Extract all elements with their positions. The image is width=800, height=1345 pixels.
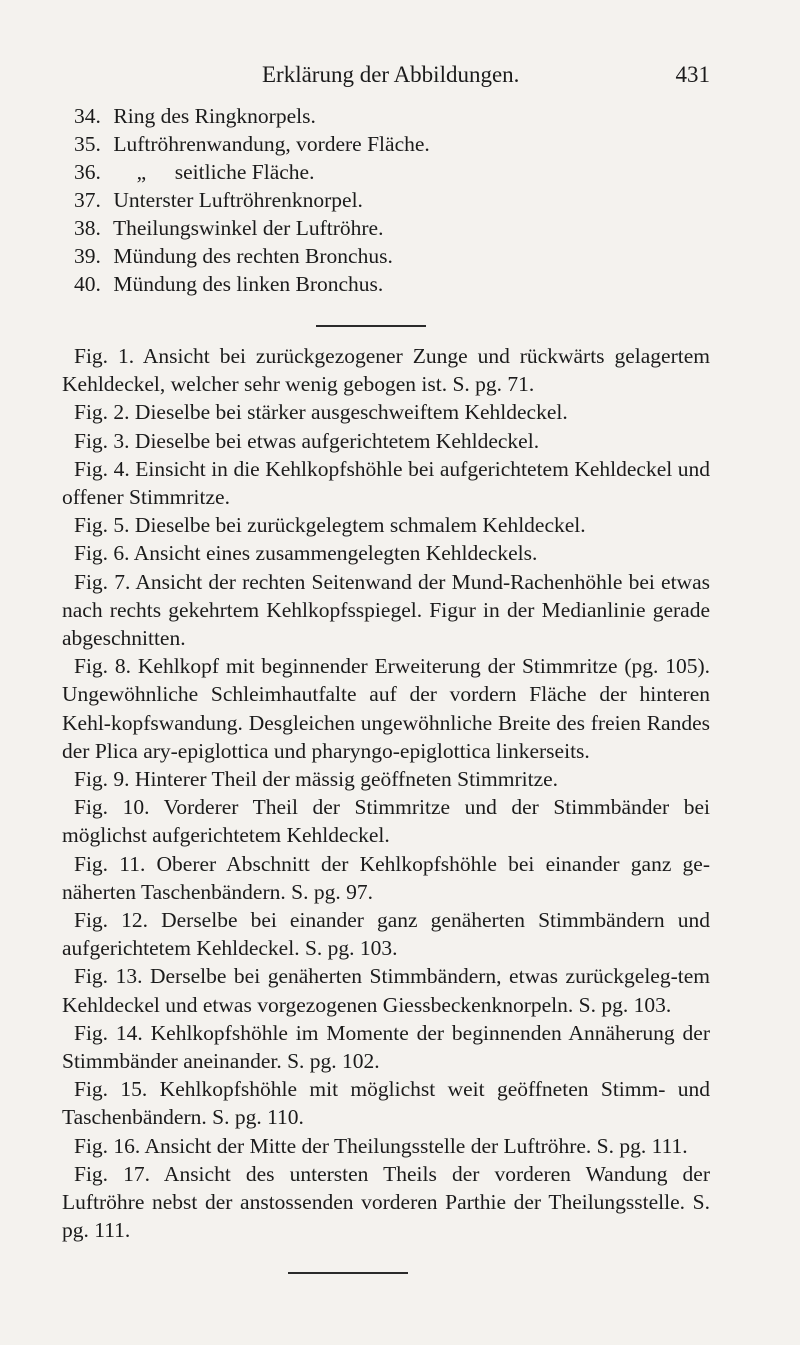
figure-caption: Fig. 10. Vorderer Theil der Stimmritze und der Stimmbänder bei möglichst aufgerichtetem Kehldeckel.	[62, 795, 710, 848]
figure-caption: Fig. 15. Kehlkopfshöhle mit möglichst weit geöffneten Stimm- und Taschenbändern. S. pg. 110.	[62, 1077, 710, 1130]
legend-text: Mündung des linken Bronchus.	[113, 272, 384, 296]
figure-caption: Fig. 4. Einsicht in die Kehlkopfshöhle bei aufgerichtetem Kehldeckel und offener Stimmritze.	[62, 456, 710, 510]
page-number: 431	[675, 62, 710, 87]
legend-item	[62, 242, 710, 270]
figure-caption: Fig. 11. Oberer Abschnitt der Kehlkopfshöhle bei einander ganz ge-näherten Taschenbändern. S. pg. 97.	[62, 851, 710, 904]
figure-captions	[62, 342, 710, 1245]
end-divider	[288, 1272, 408, 1274]
legend-list	[62, 102, 710, 298]
legend-text: Ring des Ringknorpels.	[113, 104, 316, 128]
legend-item	[62, 130, 710, 158]
figure-caption: Fig. 14. Kehlkopfshöhle im Momente der beginnenden Annäherung der Stimmbänder aneinander. S. pg. 102.	[62, 1020, 710, 1074]
legend-text: Unterster Luftröhrenknorpel.	[113, 188, 363, 212]
ditto-mark: „	[136, 160, 147, 184]
figure-caption: Fig. 8. Kehlkopf mit beginnender Erweiterung der Stimmritze (pg. 105). Ungewöhnliche Schleimhautfalte auf der vordern Fläche der hinteren Kehl-kopfswandung. Desgleichen ungewöhnliche Breite des freien Randes der Plica ary-epiglottica und pharyngo-epiglottica linkerseits.	[62, 654, 710, 763]
legend-number: 34.	[74, 104, 101, 128]
legend-text: Theilungswinkel der Luftröhre.	[113, 216, 384, 240]
legend-text: Luftröhrenwandung, vordere Fläche.	[113, 132, 430, 156]
figure-caption: Fig. 16. Ansicht der Mitte der Theilungsstelle der Luftröhre. S. pg. 111.	[74, 1133, 688, 1158]
figure-caption: Fig. 5. Dieselbe bei zurückgelegtem schmalem Kehldeckel.	[74, 513, 586, 538]
legend-number: 35.	[74, 132, 101, 156]
figure-caption: Fig. 3. Dieselbe bei etwas aufgerichtetem Kehldeckel.	[74, 428, 540, 453]
figure-caption: Fig. 9. Hinterer Theil der mässig geöffneten Stimmritze.	[74, 767, 559, 792]
legend-number: 37.	[74, 188, 101, 212]
book-page	[62, 62, 710, 1245]
running-header	[62, 62, 710, 94]
figure-caption: Fig. 13. Derselbe bei genäherten Stimmbändern, etwas zurückgeleg-tem Kehldeckel und etwas vorgezogenen Giessbeckenknorpeln. S. pg. 103.	[62, 964, 710, 1017]
legend-text: seitliche Fläche.	[174, 160, 315, 184]
legend-number: 36.	[74, 160, 101, 184]
figure-caption: Fig. 12. Derselbe bei einander ganz genäherten Stimmbändern und aufgerichtetem Kehldeckel. S. pg. 103.	[62, 908, 710, 961]
legend-item	[62, 158, 710, 186]
legend-item	[62, 214, 710, 242]
figure-caption: Fig. 17. Ansicht des untersten Theils der vorderen Wandung der Luftröhre nebst der anstossenden vorderen Parthie der Theilungsstelle. S. pg. 111.	[62, 1161, 710, 1243]
legend-item	[62, 270, 710, 298]
figure-caption: Fig. 1. Ansicht bei zurückgezogener Zunge und rückwärts gelagertem Kehldeckel, welcher sehr wenig gebogen ist. S. pg. 71.	[62, 344, 710, 397]
legend-number: 40.	[74, 272, 101, 296]
legend-number: 38.	[74, 216, 101, 240]
legend-text: Mündung des rechten Bronchus.	[113, 244, 393, 268]
header-title: Erklärung der Abbildungen.	[262, 62, 520, 87]
figure-caption: Fig. 2. Dieselbe bei stärker ausgeschweiftem Kehldeckel.	[74, 400, 568, 425]
legend-number: 39.	[74, 244, 101, 268]
legend-item	[62, 102, 710, 130]
figure-caption: Fig. 6. Ansicht eines zusammengelegten Kehldeckels.	[74, 541, 538, 566]
legend-item	[62, 186, 710, 214]
section-divider	[316, 325, 426, 327]
figure-caption: Fig. 7. Ansicht der rechten Seitenwand der Mund-Rachenhöhle bei etwas nach rechts gekehrtem Kehlkopfsspiegel. Figur in der Medianlinie gerade abgeschnitten.	[62, 569, 710, 651]
